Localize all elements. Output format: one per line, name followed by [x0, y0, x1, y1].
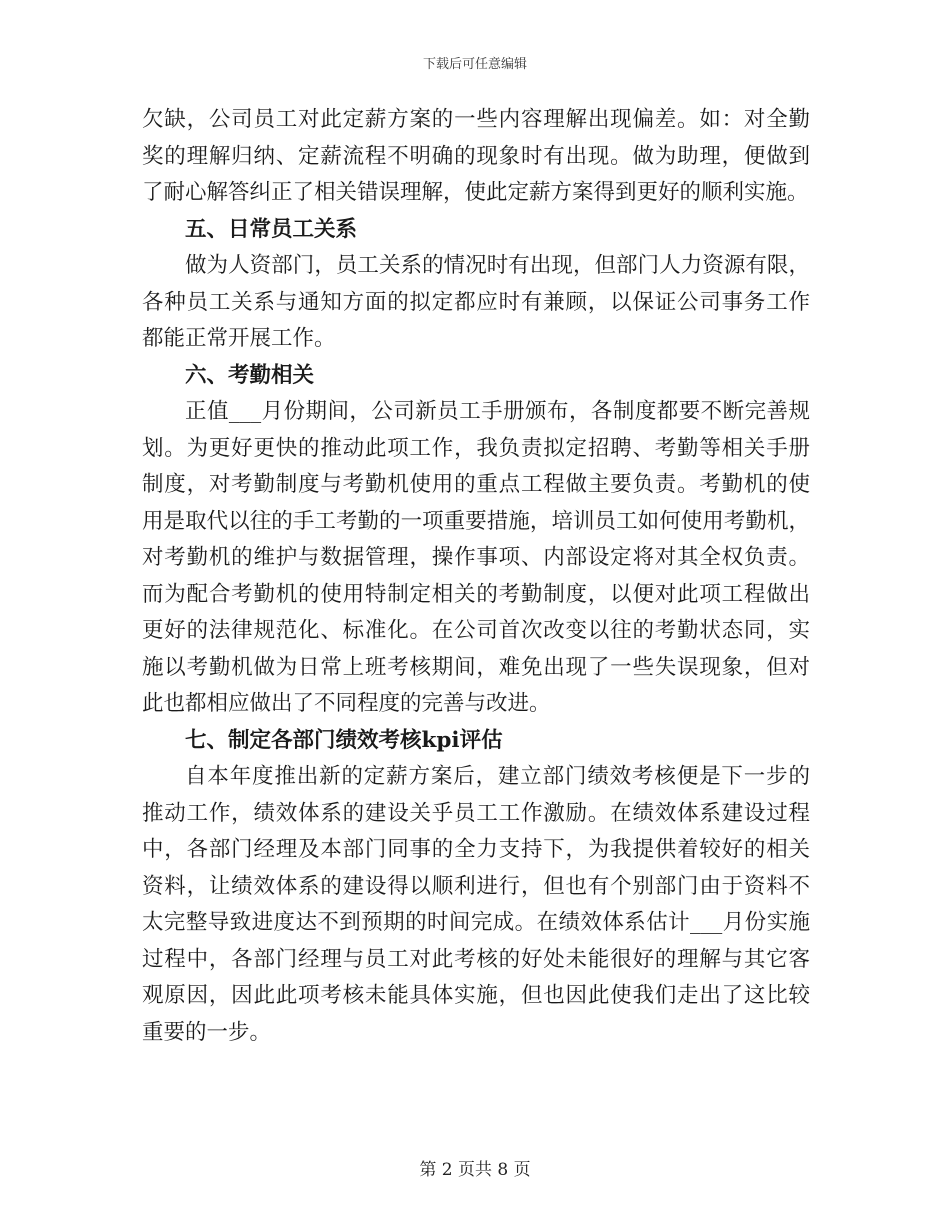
page-header: 下载后可任意编辑 [422, 57, 527, 72]
text-line: 中，各部门经理及本部门同事的全力支持下，为我提供着较好的相关 [142, 837, 810, 862]
text-line: 太完整导致进度达不到预期的时间完成。在绩效体系估计___月份实施 [142, 910, 810, 935]
text-line: 划。为更好更快的推动此项工作，我负责拟定招聘、考勤等相关手册 [142, 435, 810, 461]
text-line: 观原因，因此此项考核未能具体实施，但也因此使我们走出了这比较 [142, 983, 810, 1008]
text-line: 资料，让绩效体系的建设得以顺利进行，但也有个别部门由于资料不 [142, 873, 810, 899]
text-line: 更好的法律规范化、标准化。在公司首次改变以往的考勤状态同，实 [142, 618, 810, 643]
page-number: 第 2 页共 8 页 [419, 1160, 531, 1180]
text-line: 自本年度推出新的定薪方案后，建立部门绩效考核便是下一步的 [185, 764, 810, 789]
text-line: 而为配合考勤机的使用特制定相关的考勤制度，以便对此项工程做出 [142, 581, 810, 607]
text-line: 各种员工关系与通知方面的拟定都应时有兼顾，以保证公司事务工作 [142, 289, 810, 315]
text-line: 奖的理解归纳、定薪流程不明确的现象时有出现。做为助理，便做到 [142, 143, 810, 169]
paragraph-2 [142, 248, 810, 358]
text-line: 对考勤机的维护与数据管理，操作事项、内部设定将对其全权负责。 [142, 545, 810, 570]
text-line: 用是取代以往的手工考勤的一项重要措施，培训员工如何使用考勤机， [142, 508, 810, 534]
section-heading-6: 六、考勤相关 [185, 362, 315, 388]
text-line: 欠缺，公司员工对此定薪方案的一些内容理解出现偏差。如：对全勤 [142, 107, 810, 132]
paragraph-3 [142, 394, 810, 723]
section-heading-7: 七、制定各部门绩效考核kpi评估 [185, 727, 503, 753]
document-body [142, 102, 810, 1051]
text-line: 做为人资部门，员工关系的情况时有出现，但部门人力资源有限， [185, 253, 810, 278]
paragraph-4 [142, 759, 810, 1051]
text-line: 推动工作，绩效体系的建设关乎员工工作激励。在绩效体系建设过程 [142, 800, 810, 826]
text-line: 施以考勤机做为日常上班考核期间，难免出现了一些失误现象，但对 [142, 654, 810, 680]
section-heading-5: 五、日常员工关系 [185, 216, 358, 242]
text-line: 过程中，各部门经理与员工对此考核的好处未能很好的理解与其它客 [142, 946, 810, 972]
text-line: 都能正常开展工作。 [142, 326, 336, 351]
text-line: 了耐心解答纠正了相关错误理解，使此定薪方案得到更好的顺利实施。 [142, 180, 809, 205]
text-line: 正值___月份期间，公司新员工手册颁布，各制度都要不断完善规 [185, 399, 810, 424]
text-line: 制度，对考勤制度与考勤机使用的重点工程做主要负责。考勤机的使 [142, 472, 810, 497]
paragraph-1 [142, 102, 810, 212]
text-line: 重要的一步。 [142, 1019, 272, 1045]
text-line: 此也都相应做出了不同程度的完善与改进。 [142, 691, 551, 716]
